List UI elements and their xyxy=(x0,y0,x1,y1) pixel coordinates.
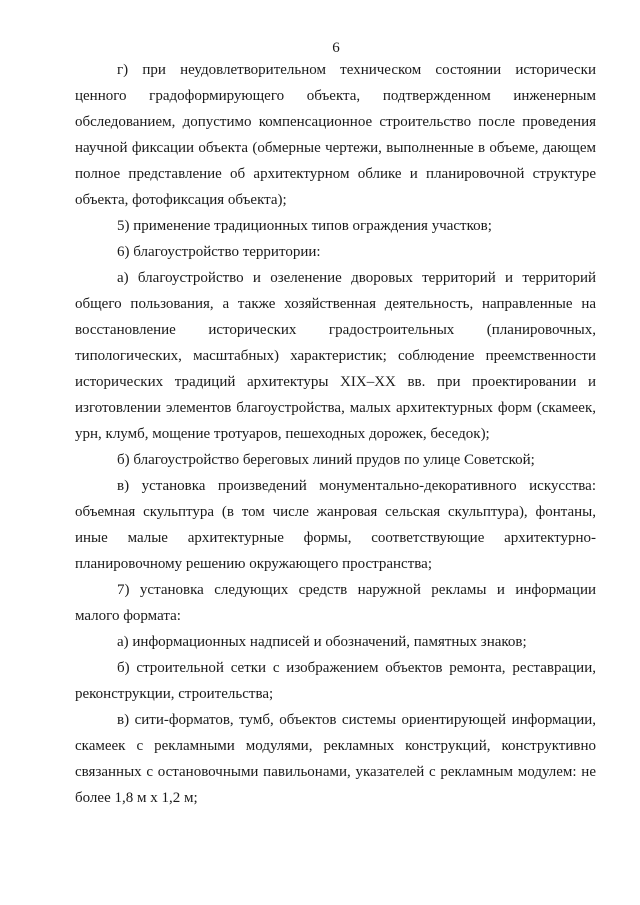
paragraph-5-fencing: 5) применение традиционных типов ограждения участков; xyxy=(117,218,492,234)
paragraph-7b-construction-mesh: б) строительной сетки с изображением объектов ремонта, реставрации, реконструкции, строительства; xyxy=(75,660,596,702)
document-body xyxy=(75,57,596,811)
paragraph-g-compensatory-construction: г) при неудовлетворительном техническом состоянии исторически ценного градоформирующего объекта, подтвержденном инженерным обследованием, допустимо компенсационное строительство после проведения научной фиксации объекта (обмерные чертежи, выполненные в объеме, дающем полное представление об архитектурном облике и планировочной структуре объекта, фотофиксация объекта); xyxy=(75,62,596,208)
paragraph-6a-yard-greening: а) благоустройство и озеленение дворовых территорий и территорий общего пользования, а также хозяйственная деятельность, направленные на восстановление исторических градостроительных (планировочных, типологических, масштабных) характеристик; соблюдение преемственности исторических традиций архитектуры XIX–XX вв. при проектировании и изготовлении элементов благоустройства, малых архитектурных форм (скамеек, урн, клумб, мощение тротуаров, пешеходных дорожек, беседок); xyxy=(75,270,596,442)
paragraph-7a-inscriptions: а) информационных надписей и обозначений, памятных знаков; xyxy=(117,634,527,650)
paragraph-6v-monumental-art: в) установка произведений монументально-декоративного искусства: объемная скульптура (в том числе жанровая сельская скульптура), фонтаны, иные малые архитектурные формы, соответствующие архитектурно-планировочному решению окружающего пространства; xyxy=(75,478,596,572)
paragraph-7v-city-formats: в) сити-форматов, тумб, объектов системы ориентирующей информации, скамеек с рекламными модулями, рекламных конструкций, конструктивно связанных с остановочными павильонами, указателей с рекламным модулем: не более 1,8 м х 1,2 м; xyxy=(75,712,596,806)
paragraph-7-outdoor-advertising: 7) установка следующих средств наружной рекламы и информации малого формата: xyxy=(75,582,596,624)
paragraph-6b-pond-shores: б) благоустройство береговых линий прудов по улице Советской; xyxy=(117,452,535,468)
paragraph-6-landscaping: 6) благоустройство территории: xyxy=(117,244,321,260)
page-number: 6 xyxy=(332,40,340,56)
